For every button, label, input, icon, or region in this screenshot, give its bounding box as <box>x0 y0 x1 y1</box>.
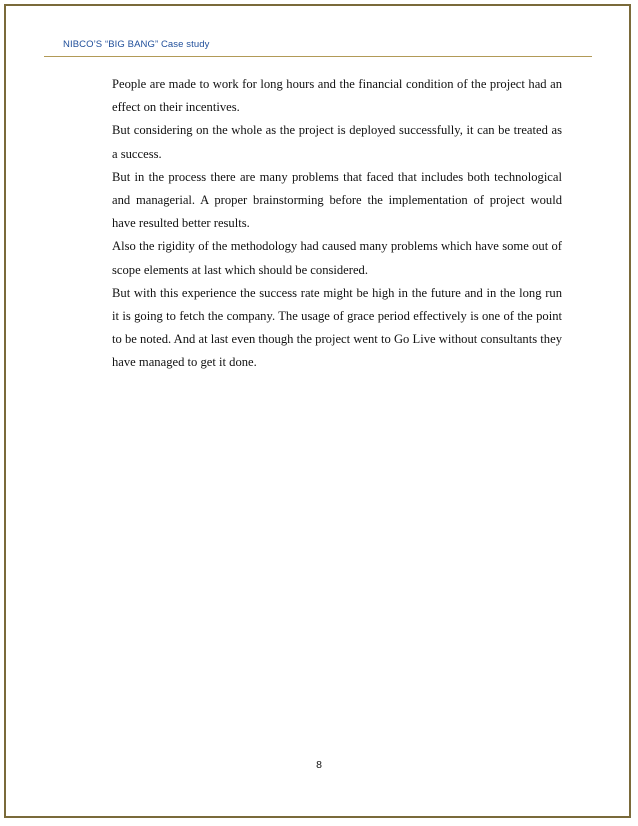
header-rule <box>44 56 592 57</box>
running-header: NIBCO’S “BIG BANG” Case study <box>63 39 210 50</box>
paragraph-incentives: People are made to work for long hours and the financial condition of the project had an effect on their incentives. <box>112 77 562 115</box>
paragraph-methodology: Also the rigidity of the methodology had caused many problems which have some out of scope elements at last which should be considered. <box>112 239 562 277</box>
paragraph-problems: But in the process there are many problems that faced that includes both technological and managerial. A proper brainstorming before the implementation of project would have resulted better results. <box>112 169 562 231</box>
body-text <box>112 73 562 375</box>
paragraph-experience: But with this experience the success rate might be high in the future and in the long run it is going to fetch the company. The usage of grace period effectively is one of the point to be noted. And at last even though the project went to Go Live without consultants they have managed to get it done. <box>112 285 562 370</box>
page-number: 8 <box>316 759 322 771</box>
paragraph-success: But considering on the whole as the project is deployed successfully, it can be treated as a success. <box>112 123 562 161</box>
